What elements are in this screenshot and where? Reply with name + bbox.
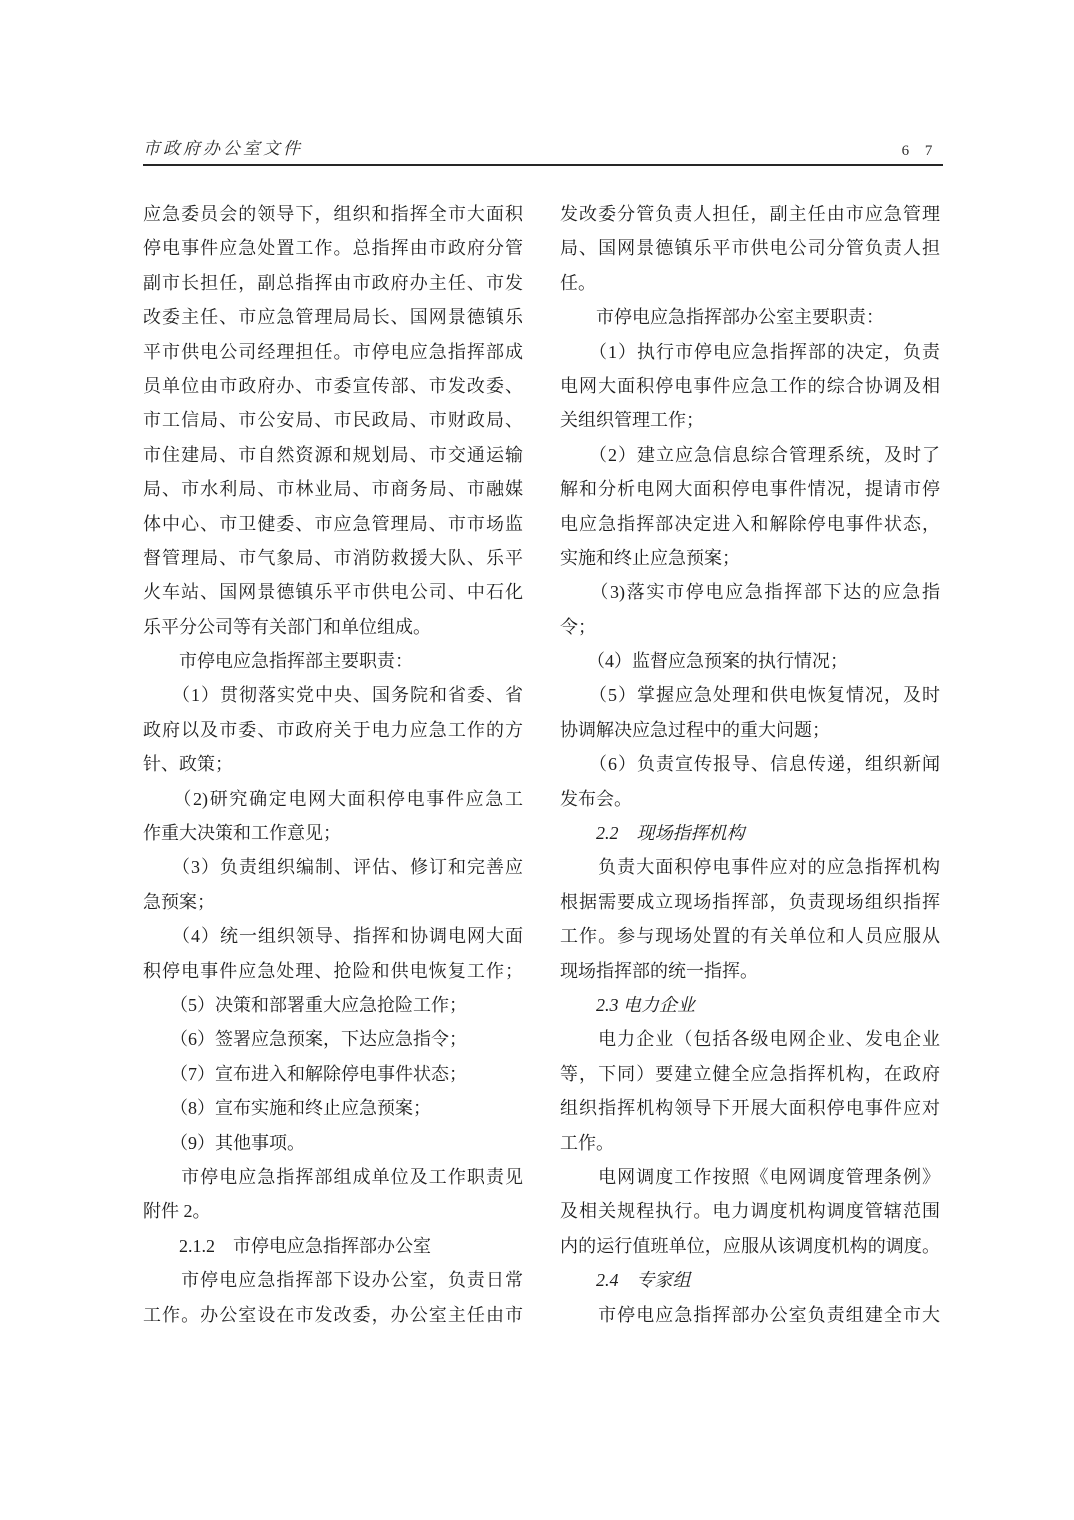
text-line: 乐平分公司等有关部门和单位组成。 — [143, 616, 431, 637]
text-line: 员单位由市政府办、市委宣传部、市发改委、 — [143, 375, 523, 396]
text-line: 政府以及市委、市政府关于电力应急工作的方 — [143, 719, 523, 740]
right-column — [560, 197, 940, 1332]
text-line: 2.3 电力企业 — [560, 994, 695, 1015]
text-line: 工作。 — [560, 1132, 614, 1153]
text-line: 平市供电公司经理担任。市停电应急指挥部成 — [143, 341, 523, 362]
text-line: （5）掌握应急处理和供电恢复情况，及时 — [560, 685, 940, 706]
text-line: 督管理局、市气象局、市消防救援大队、乐平 — [143, 547, 523, 568]
text-line: 局、市水利局、市林业局、市商务局、市融媒 — [143, 479, 523, 500]
text-line: 改委主任、市应急管理局局长、国网景德镇乐 — [143, 307, 523, 328]
text-line: 市停电应急指挥部组成单位及工作职责见 — [143, 1166, 523, 1187]
text-line: 内的运行值班单位，应服从该调度机构的调度。 — [560, 1235, 940, 1256]
text-line: （8）宣布实施和终止应急预案； — [143, 1098, 431, 1119]
text-line: （5）决策和部署重大应急抢险工作； — [143, 994, 467, 1015]
text-line: 电力企业（包括各级电网企业、发电企业 — [560, 1029, 940, 1050]
text-line: （7）宣布进入和解除停电事件状态； — [143, 1063, 467, 1084]
text-line: 副市长担任，副总指挥由市政府办主任、市发 — [143, 272, 523, 293]
text-line: 针、政策； — [143, 754, 233, 775]
text-line: 作重大决策和工作意见； — [143, 823, 341, 844]
text-line: 及相关规程执行。电力调度机构调度管辖范围 — [560, 1201, 940, 1222]
text-line: 等，下同）要建立健全应急指挥机构，在政府 — [560, 1063, 940, 1084]
text-line: 工作。办公室设在市发改委，办公室主任由市 — [143, 1304, 523, 1325]
text-line: 市停电应急指挥部主要职责： — [143, 651, 413, 672]
text-line: 实施和终止应急预案； — [560, 547, 740, 568]
page-number: 6 7 — [901, 143, 939, 159]
text-line: 电网调度工作按照《电网调度管理条例》 — [560, 1166, 940, 1187]
text-line: 市停电应急指挥部下设办公室，负责日常 — [143, 1270, 523, 1291]
text-line: 积停电事件应急处理、抢险和供电恢复工作； — [143, 960, 523, 981]
text-line: 火车站、国网景德镇乐平市供电公司、中石化 — [143, 582, 523, 603]
text-line: （6）负责宣传报导、信息传递，组织新闻 — [560, 754, 940, 775]
text-line: 应急委员会的领导下，组织和指挥全市大面积 — [143, 204, 523, 224]
text-line: （2）建立应急信息综合管理系统，及时了 — [560, 444, 940, 465]
text-line: 电网大面积停电事件应急工作的综合协调及相 — [560, 375, 940, 396]
text-line: 市停电应急指挥部办公室主要职责： — [560, 307, 884, 328]
text-line: （1）执行市停电应急指挥部的决定，负责 — [560, 341, 940, 362]
text-line: 停电事件应急处置工作。总指挥由市政府分管 — [143, 238, 523, 259]
text-line: 负责大面积停电事件应对的应急指挥机构 — [560, 857, 940, 878]
text-line: （1）贯彻落实党中央、国务院和省委、省 — [143, 685, 523, 706]
left-column — [143, 197, 523, 1332]
text-line: 现场指挥部的统一指挥。 — [560, 960, 758, 981]
text-line: （6）签署应急预案，下达应急指令； — [143, 1029, 467, 1050]
text-line: （3)落实市停电应急指挥部下达的应急指 — [560, 582, 940, 603]
text-line: （9）其他事项。 — [143, 1132, 305, 1153]
text-line: （4）监督应急预案的执行情况； — [560, 651, 848, 672]
header-rule — [143, 164, 943, 166]
text-line: （3）负责组织编制、评估、修订和完善应 — [143, 857, 523, 878]
text-line: 关组织管理工作； — [560, 410, 704, 431]
text-line: 令； — [560, 616, 596, 637]
text-line: 2.4 专家组 — [560, 1270, 691, 1291]
text-line: 组织指挥机构领导下开展大面积停电事件应对 — [560, 1098, 940, 1119]
text-line: 局、国网景德镇乐平市供电公司分管负责人担 — [560, 238, 940, 259]
text-line: 市住建局、市自然资源和规划局、市交通运输 — [143, 444, 523, 465]
text-line: （4）统一组织领导、指挥和协调电网大面 — [143, 926, 523, 947]
text-line: 发改委分管负责人担任，副主任由市应急管理 — [560, 204, 940, 224]
text-line: 2.1.2 市停电应急指挥部办公室 — [143, 1235, 431, 1256]
text-line: 市停电应急指挥部办公室负责组建全市大 — [560, 1304, 940, 1325]
document-header-title: 市政府办公室文件 — [143, 139, 303, 158]
text-line: 任。 — [560, 272, 596, 293]
text-line: 根据需要成立现场指挥部，负责现场组织指挥 — [560, 891, 940, 912]
text-line: 电应急指挥部决定进入和解除停电事件状态， — [560, 513, 940, 534]
text-line: 发布会。 — [560, 788, 632, 809]
text-line: 附件 2。 — [143, 1201, 211, 1222]
text-line: 急预案； — [143, 891, 215, 912]
text-line: （2)研究确定电网大面积停电事件应急工 — [143, 788, 523, 809]
text-line: 2.2 现场指挥机构 — [560, 823, 745, 844]
text-line: 解和分析电网大面积停电事件情况，提请市停 — [560, 479, 940, 500]
text-line: 市工信局、市公安局、市民政局、市财政局、 — [143, 410, 523, 431]
text-line: 协调解决应急过程中的重大问题； — [560, 719, 830, 740]
text-line: 工作。参与现场处置的有关单位和人员应服从 — [560, 926, 940, 947]
text-line: 体中心、市卫健委、市应急管理局、市市场监 — [143, 513, 523, 534]
